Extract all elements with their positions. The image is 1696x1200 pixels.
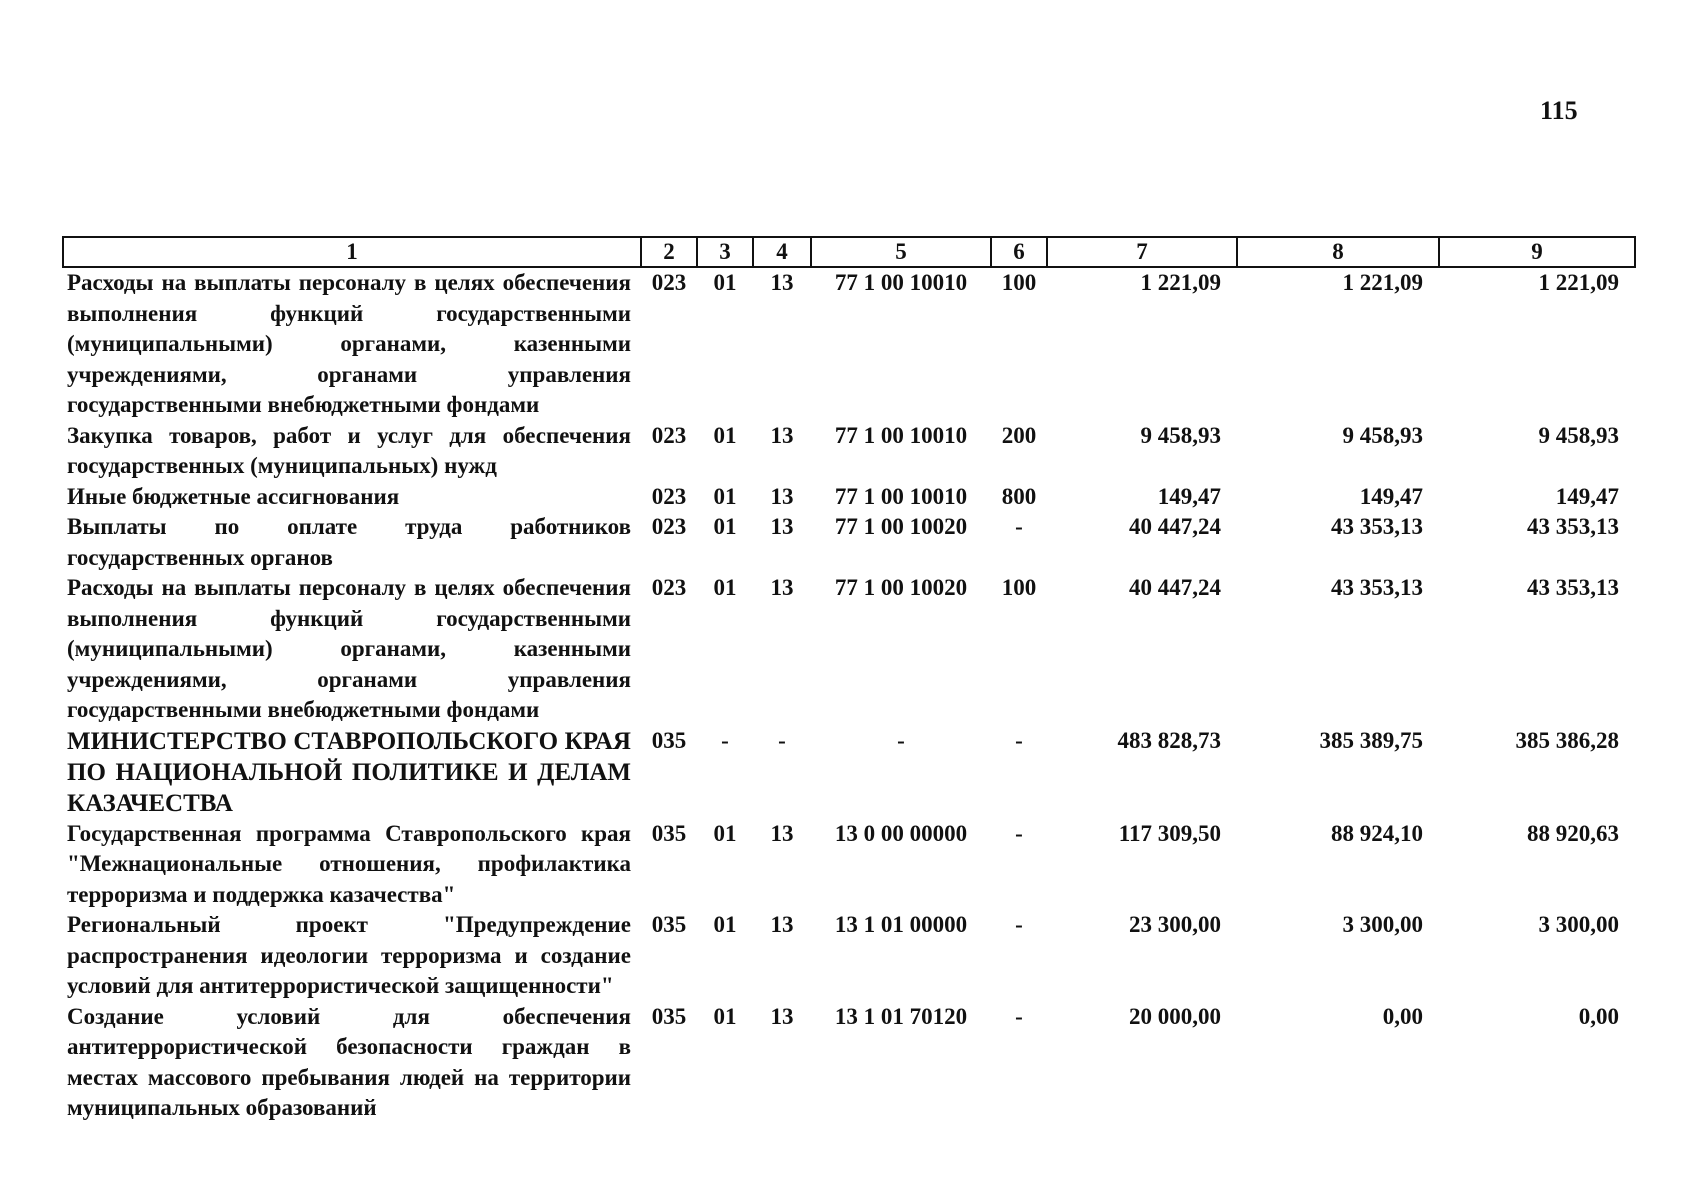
cell-col5: 77 1 00 10020 — [834, 575, 968, 600]
cell-col4: 13 — [770, 483, 794, 509]
cell-col7: 483 828,73 — [1117, 727, 1221, 753]
cell-col3: 01 — [713, 422, 737, 448]
row-name: Создание условий для обеспечения антитеррористической безопасности граждан в местах массового пребывания людей на территории муниципальных образований — [67, 1003, 631, 1120]
table-row — [63, 421, 1635, 482]
cell-col8: 385 389,75 — [1319, 727, 1423, 753]
cell-col3: 01 — [713, 912, 737, 937]
budget-table-container — [62, 236, 1634, 1124]
cell-col6: 200 — [1001, 422, 1037, 448]
cell-col5: - — [897, 727, 905, 753]
column-header-3: 3 — [697, 237, 753, 267]
column-header-5: 5 — [811, 237, 991, 267]
cell-col9: 88 920,63 — [1527, 820, 1619, 846]
cell-col8: 43 353,13 — [1331, 514, 1423, 539]
cell-col7: 9 458,93 — [1140, 422, 1221, 448]
column-header-9: 9 — [1439, 237, 1635, 267]
cell-col4: 13 — [770, 912, 794, 937]
cell-col9: 3 300,00 — [1538, 912, 1619, 937]
cell-col4: - — [778, 727, 786, 753]
column-header-2: 2 — [641, 237, 697, 267]
cell-col3: 01 — [713, 514, 737, 539]
cell-col3: 01 — [713, 483, 737, 509]
cell-col7: 117 309,50 — [1118, 820, 1221, 846]
cell-col9: 9 458,93 — [1538, 422, 1619, 448]
cell-col8: 3 300,00 — [1342, 912, 1423, 937]
cell-col3: 01 — [713, 270, 737, 295]
row-name: Иные бюджетные ассигнования — [67, 483, 400, 509]
table-row — [63, 1002, 1635, 1124]
cell-col8: 149,47 — [1359, 483, 1423, 509]
cell-col4: 13 — [770, 270, 794, 295]
row-name: Государственная программа Ставропольского края "Межнациональные отношения, профилактика терроризма и поддержка казачества" — [67, 820, 631, 907]
cell-col7: 1 221,09 — [1140, 270, 1221, 295]
cell-col4: 13 — [770, 820, 794, 846]
cell-col3: - — [721, 727, 729, 753]
cell-col5: 77 1 00 10010 — [834, 422, 968, 448]
cell-col5: 77 1 00 10010 — [834, 270, 968, 295]
cell-col6: - — [1015, 912, 1023, 937]
table-row-ministry — [63, 726, 1635, 819]
cell-col9: 43 353,13 — [1527, 514, 1619, 539]
cell-col6: 800 — [1001, 483, 1037, 509]
table-row — [63, 573, 1635, 726]
table-row — [63, 482, 1635, 513]
cell-col5: 13 1 01 70120 — [834, 1003, 968, 1029]
table-body — [63, 267, 1635, 1124]
cell-col6: 100 — [1001, 575, 1037, 600]
column-header-8: 8 — [1237, 237, 1439, 267]
table-header — [63, 237, 1635, 267]
cell-col9: 43 353,13 — [1527, 575, 1619, 600]
cell-col8: 0,00 — [1382, 1003, 1423, 1029]
cell-col9: 0,00 — [1578, 1003, 1619, 1029]
cell-col9: 385 386,28 — [1515, 727, 1619, 753]
cell-col2: 023 — [651, 270, 687, 295]
cell-col2: 035 — [651, 727, 687, 753]
row-name: Расходы на выплаты персоналу в целях обеспечения выполнения функций государственными (муниципальными) органами, казенными учреждениями, органами управления государственными внебюджетными фондами — [67, 575, 631, 722]
cell-col4: 13 — [770, 575, 794, 600]
cell-col4: 13 — [770, 1003, 794, 1029]
header-row — [63, 237, 1635, 267]
cell-col3: 01 — [713, 820, 737, 846]
row-name: МИНИСТЕРСТВО СТАВРОПОЛЬСКОГО КРАЯ ПО НАЦИОНАЛЬНОЙ ПОЛИТИКЕ И ДЕЛАМ КАЗАЧЕСТВА — [67, 727, 631, 817]
table-row — [63, 512, 1635, 573]
column-header-7: 7 — [1047, 237, 1237, 267]
column-header-1: 1 — [63, 237, 641, 267]
cell-col2: 035 — [651, 912, 687, 937]
row-name: Закупка товаров, работ и услуг для обеспечения государственных (муниципальных) нужд — [67, 422, 631, 478]
table-row — [63, 910, 1635, 1002]
cell-col5: 13 1 01 00000 — [834, 912, 968, 937]
cell-col2: 023 — [651, 575, 687, 600]
cell-col6: - — [1015, 727, 1023, 753]
cell-col6: 100 — [1001, 270, 1037, 295]
cell-col5: 13 0 00 00000 — [834, 820, 968, 846]
cell-col8: 1 221,09 — [1342, 270, 1423, 295]
row-name: Региональный проект "Предупреждение распространения идеологии терроризма и создание условий для антитеррористической защищенности" — [67, 912, 631, 998]
row-name: Расходы на выплаты персоналу в целях обеспечения выполнения функций государственными (муниципальными) органами, казенными учреждениями, органами управления государственными внебюджетными фондами — [67, 270, 631, 417]
cell-col3: 01 — [713, 1003, 737, 1029]
cell-col6: - — [1015, 1003, 1023, 1029]
table-row — [63, 819, 1635, 911]
cell-col6: - — [1015, 820, 1023, 846]
budget-table — [62, 236, 1636, 1124]
cell-col2: 023 — [651, 422, 687, 448]
cell-col8: 9 458,93 — [1342, 422, 1423, 448]
cell-col9: 1 221,09 — [1538, 270, 1619, 295]
cell-col7: 149,47 — [1157, 483, 1221, 509]
cell-col5: 77 1 00 10010 — [834, 483, 968, 509]
cell-col2: 035 — [651, 820, 687, 846]
cell-col4: 13 — [770, 514, 794, 539]
cell-col5: 77 1 00 10020 — [834, 514, 968, 539]
cell-col7: 23 300,00 — [1129, 912, 1221, 937]
column-header-4: 4 — [753, 237, 811, 267]
cell-col2: 023 — [651, 483, 687, 509]
cell-col8: 43 353,13 — [1331, 575, 1423, 600]
cell-col7: 20 000,00 — [1129, 1003, 1221, 1029]
cell-col9: 149,47 — [1555, 483, 1619, 509]
table-row — [63, 267, 1635, 421]
cell-col4: 13 — [770, 422, 794, 448]
row-name: Выплаты по оплате труда работников государственных органов — [67, 514, 631, 570]
cell-col7: 40 447,24 — [1129, 514, 1221, 539]
cell-col6: - — [1015, 514, 1023, 539]
column-header-6: 6 — [991, 237, 1047, 267]
cell-col3: 01 — [713, 575, 737, 600]
cell-col8: 88 924,10 — [1331, 820, 1423, 846]
page-number: 115 — [1540, 96, 1578, 125]
cell-col7: 40 447,24 — [1129, 575, 1221, 600]
cell-col2: 023 — [651, 514, 687, 539]
cell-col2: 035 — [651, 1003, 687, 1029]
